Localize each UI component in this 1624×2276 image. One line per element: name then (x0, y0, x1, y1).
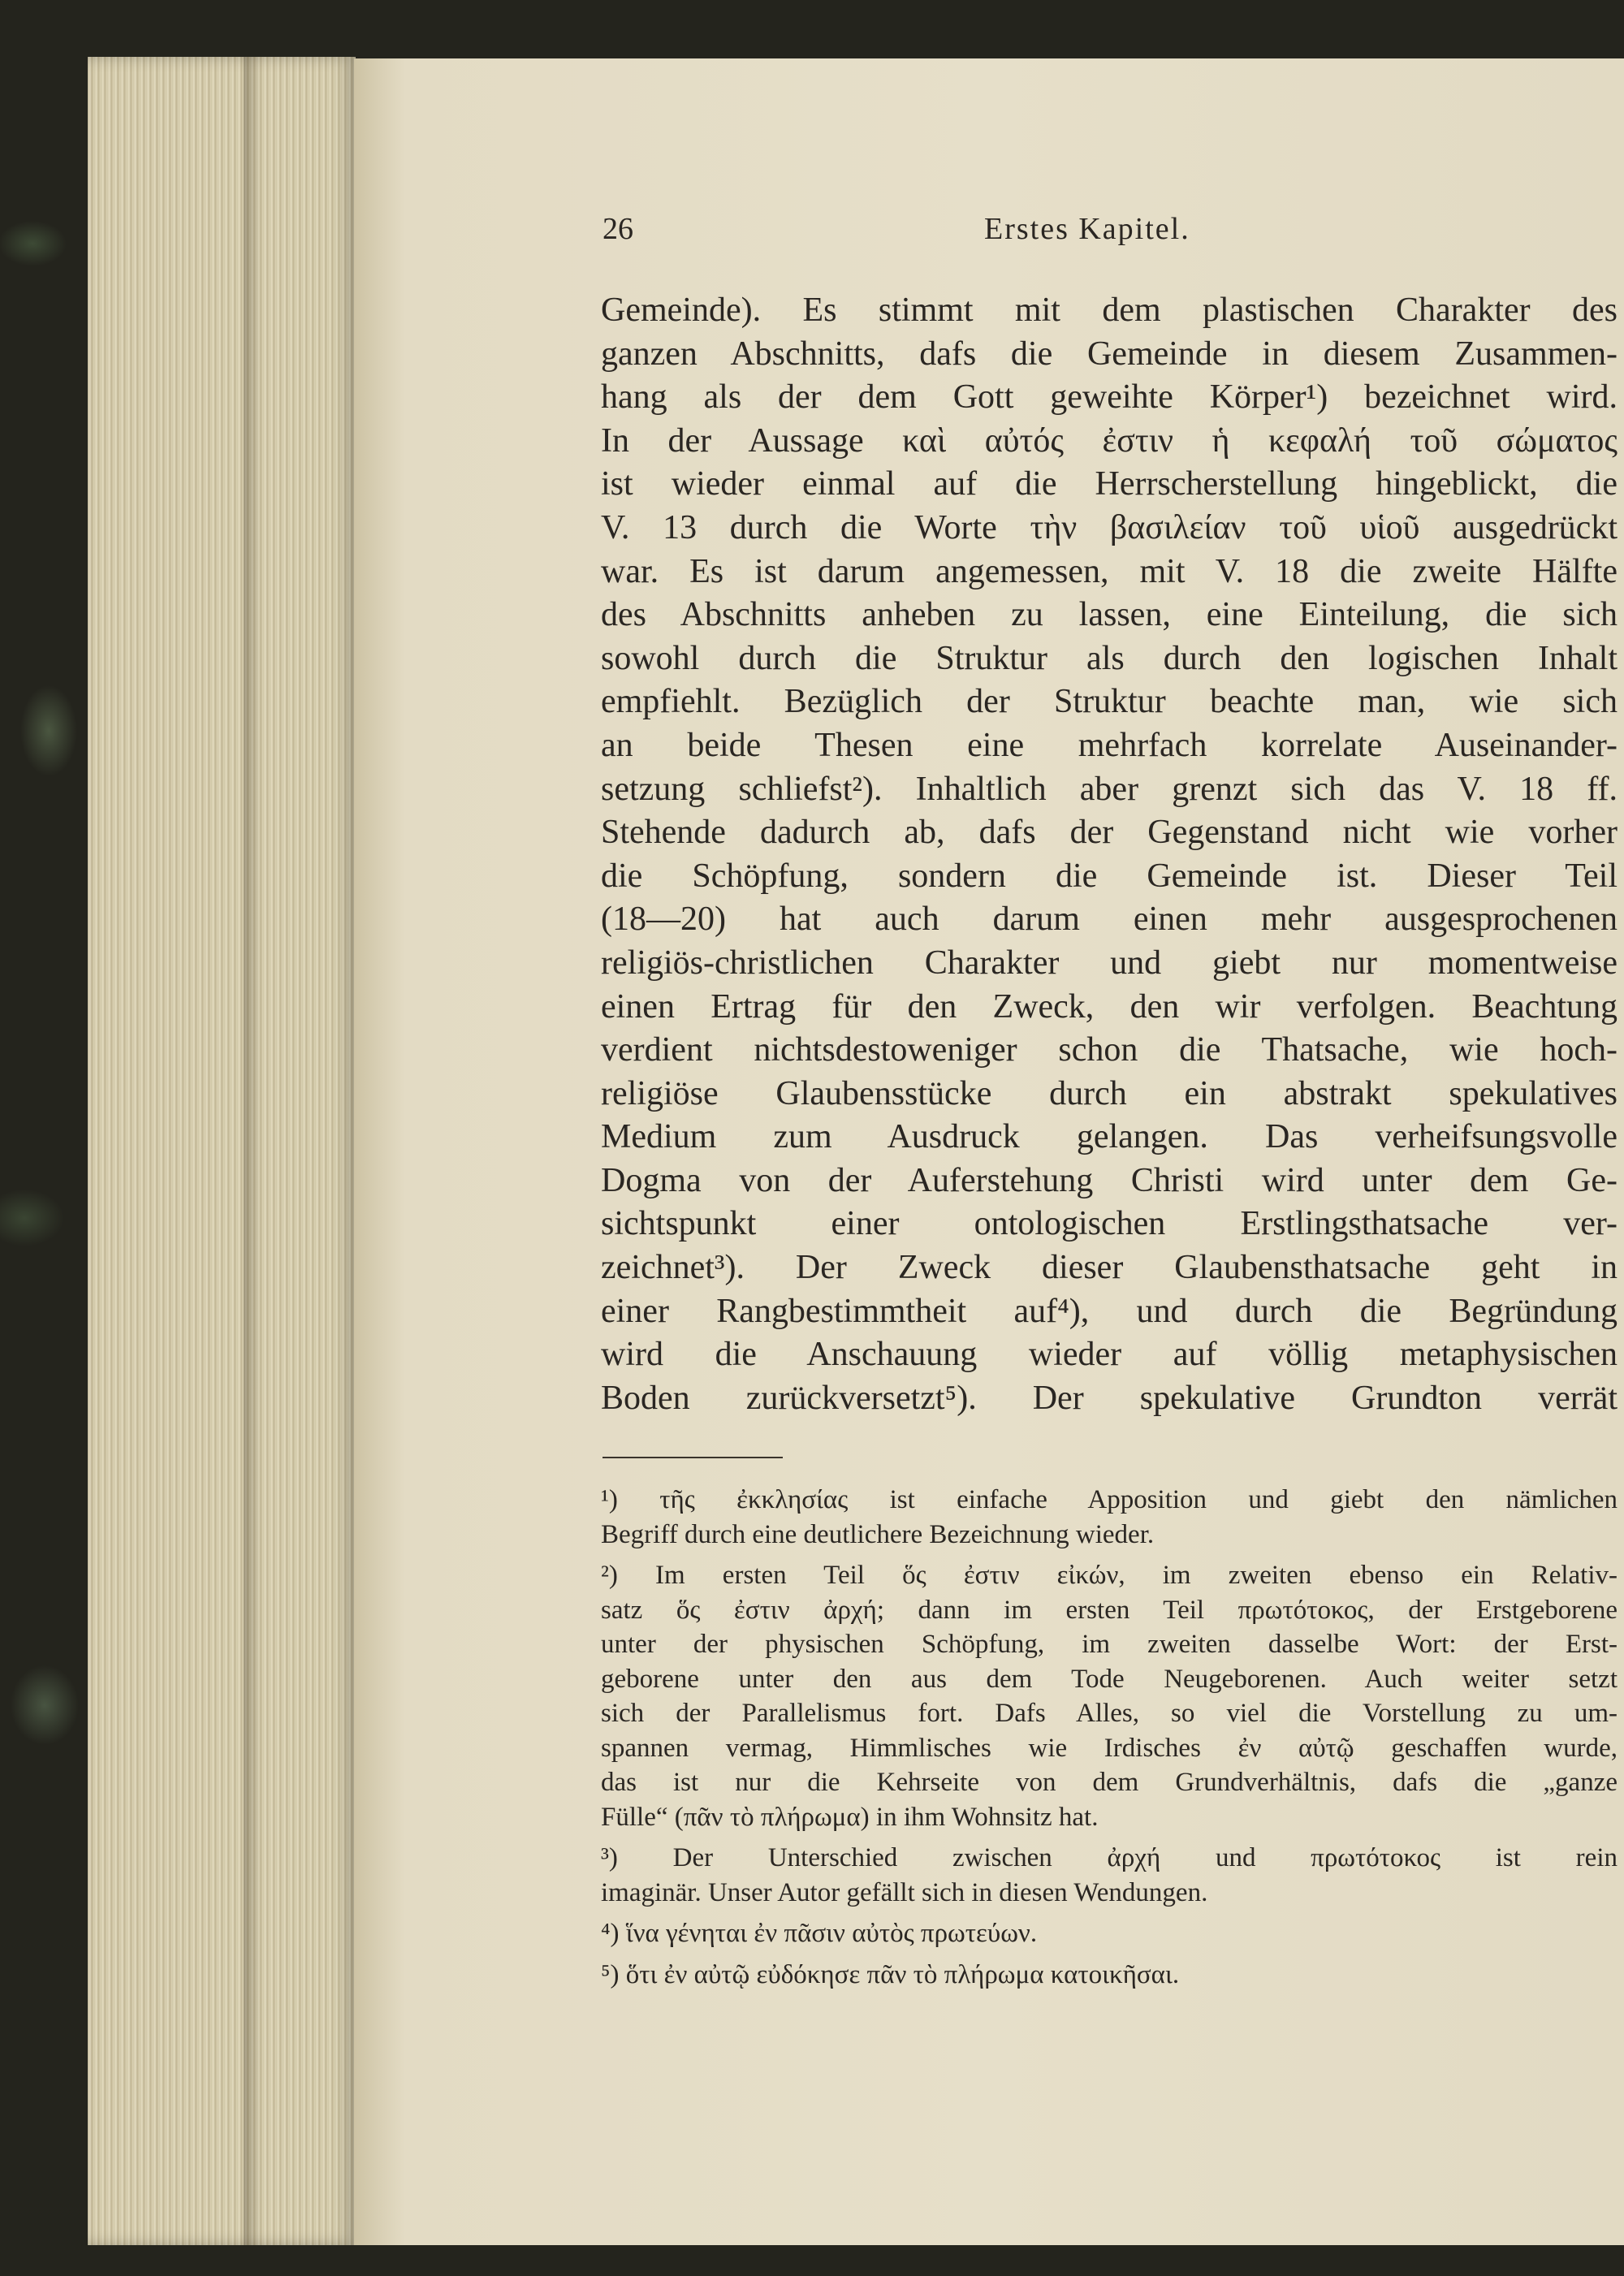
footnote-line: Fülle“ (πᾶν τὸ πλήρωμα) in ihm Wohnsitz hat. (601, 1802, 1099, 1832)
body-line: einer Rangbestimmtheit auf⁴), und durch die Begründung (601, 1292, 1618, 1330)
footnote-line: ⁵) ὅτι ἐν αὐτῷ εὐδόκησε πᾶν τὸ πλήρωμα κατοικῆσαι. (601, 1959, 1180, 1989)
body-line: Dogma von der Auferstehung Christi wird unter dem Ge- (601, 1161, 1618, 1199)
body-line: einen Ertrag für den Zweck, den wir verfolgen. Beachtung (601, 987, 1618, 1026)
footnote-line: das ist nur die Kehrseite von dem Grundverhältnis, dafs die „ganze (601, 1768, 1618, 1797)
footnote-line: spannen vermag, Himmlisches wie Irdisches ἐν αὐτῷ geschaffen wurde, (601, 1733, 1618, 1763)
body-line: Medium zum Ausdruck gelangen. Das verheifsungsvolle (601, 1118, 1618, 1156)
body-line: Boden zurückversetzt⁵). Der spekulative Grundton verrät (601, 1379, 1618, 1417)
footnote-2 (601, 1558, 1618, 1834)
footnote-line: ³) Der Unterschied zwischen ἀρχή und πρωτότοκος ist rein (601, 1843, 1618, 1872)
page-edges (88, 57, 356, 2245)
footnote-line: ⁴) ἵνα γένηται ἐν πᾶσιν αὐτὸς πρωτεύων. (601, 1919, 1038, 1948)
footnote-line: unter der physischen Schöpfung, im zweiten dasselbe Wort: der Erst- (601, 1630, 1618, 1659)
body-line: V. 13 durch die Worte τὴν βασιλείαν τοῦ υἱοῦ ausgedrückt (601, 508, 1618, 546)
page-edges-shadow (244, 57, 261, 2245)
body-line: wird die Anschauung wieder auf völlig metaphysischen (601, 1336, 1618, 1374)
body-line: zeichnet³). Der Zweck dieser Glaubensthatsache geht in (601, 1249, 1618, 1287)
page-number: 26 (603, 212, 633, 246)
body-line: setzung schliefst²). Inhaltlich aber grenzt sich das V. 18 ff. (601, 770, 1618, 808)
body-line: sichtspunkt einer ontologischen Erstlingsthatsache ver- (601, 1205, 1618, 1243)
footnote-5 (601, 1958, 1618, 1993)
footnote-3 (601, 1841, 1618, 1910)
body-line: Stehende dadurch ab, dafs der Gegenstand nicht wie vorher (601, 814, 1618, 852)
body-line: religiöse Glaubensstücke durch ein abstrakt spekulatives (601, 1074, 1618, 1112)
running-head: Erstes Kapitel. (984, 212, 1190, 246)
body-line: an beide Thesen eine mehrfach korrelate Auseinander- (601, 726, 1618, 764)
footnote-line: imaginär. Unser Autor gefällt sich in diesen Wendungen. (601, 1877, 1208, 1907)
body-line: verdient nichtsdestoweniger schon die Thatsache, wie hoch- (601, 1031, 1618, 1069)
footnote-rule (603, 1457, 783, 1458)
footnote-line: ²) Im ersten Teil ὅς ἐστιν εἰκών, im zweiten ebenso ein Relativ- (601, 1561, 1618, 1590)
body-line: war. Es ist darum angemessen, mit V. 18 die zweite Hälfte (601, 552, 1618, 590)
body-text (601, 289, 1618, 1420)
body-line: sowohl durch die Struktur als durch den logischen Inhalt (601, 639, 1618, 677)
body-line: die Schöpfung, sondern die Gemeinde ist. Dieser Teil (601, 857, 1618, 895)
footnote-line: satz ὅς ἐστιν ἀρχή; dann im ersten Teil πρωτότοκος, der Erstgeborene (601, 1595, 1618, 1625)
body-line: Gemeinde). Es stimmt mit dem plastischen Charakter des (601, 292, 1618, 329)
body-line: ist wieder einmal auf die Herrscherstellung hingeblickt, die (601, 465, 1618, 503)
page-header (603, 211, 1618, 260)
book-page (354, 58, 1624, 2245)
body-line: hang als der dem Gott geweihte Körper¹) bezeichnet wird. (601, 378, 1618, 417)
body-line: In der Aussage καὶ αὐτός ἐστιν ἡ κεφαλή τοῦ σώματος (601, 421, 1618, 460)
footnotes (601, 1483, 1618, 1992)
footnote-1 (601, 1483, 1618, 1552)
body-line: empfiehlt. Bezüglich der Struktur beachte man, wie sich (601, 683, 1618, 721)
body-line: (18—20) hat auch darum einen mehr ausgesprochenen (601, 900, 1618, 939)
footnote-line: Begriff durch eine deutlichere Bezeichnung wieder. (601, 1519, 1155, 1549)
footnote-line: geborene unter den aus dem Tode Neugeborenen. Auch weiter setzt (601, 1664, 1618, 1694)
body-line: ganzen Abschnitts, dafs die Gemeinde in diesem Zusammen- (601, 335, 1618, 373)
body-line: religiös-christlichen Charakter und giebt nur momentweise (601, 944, 1618, 982)
footnote-4 (601, 1916, 1618, 1951)
body-line: des Abschnitts anheben zu lassen, eine Einteilung, die sich (601, 596, 1618, 634)
footnote-line: ¹) τῆς ἐκκλησίας ist einfache Apposition und giebt den nämlichen (601, 1485, 1618, 1514)
footnote-line: sich der Parallelismus fort. Dafs Alles, so viel die Vorstellung zu um- (601, 1699, 1618, 1728)
